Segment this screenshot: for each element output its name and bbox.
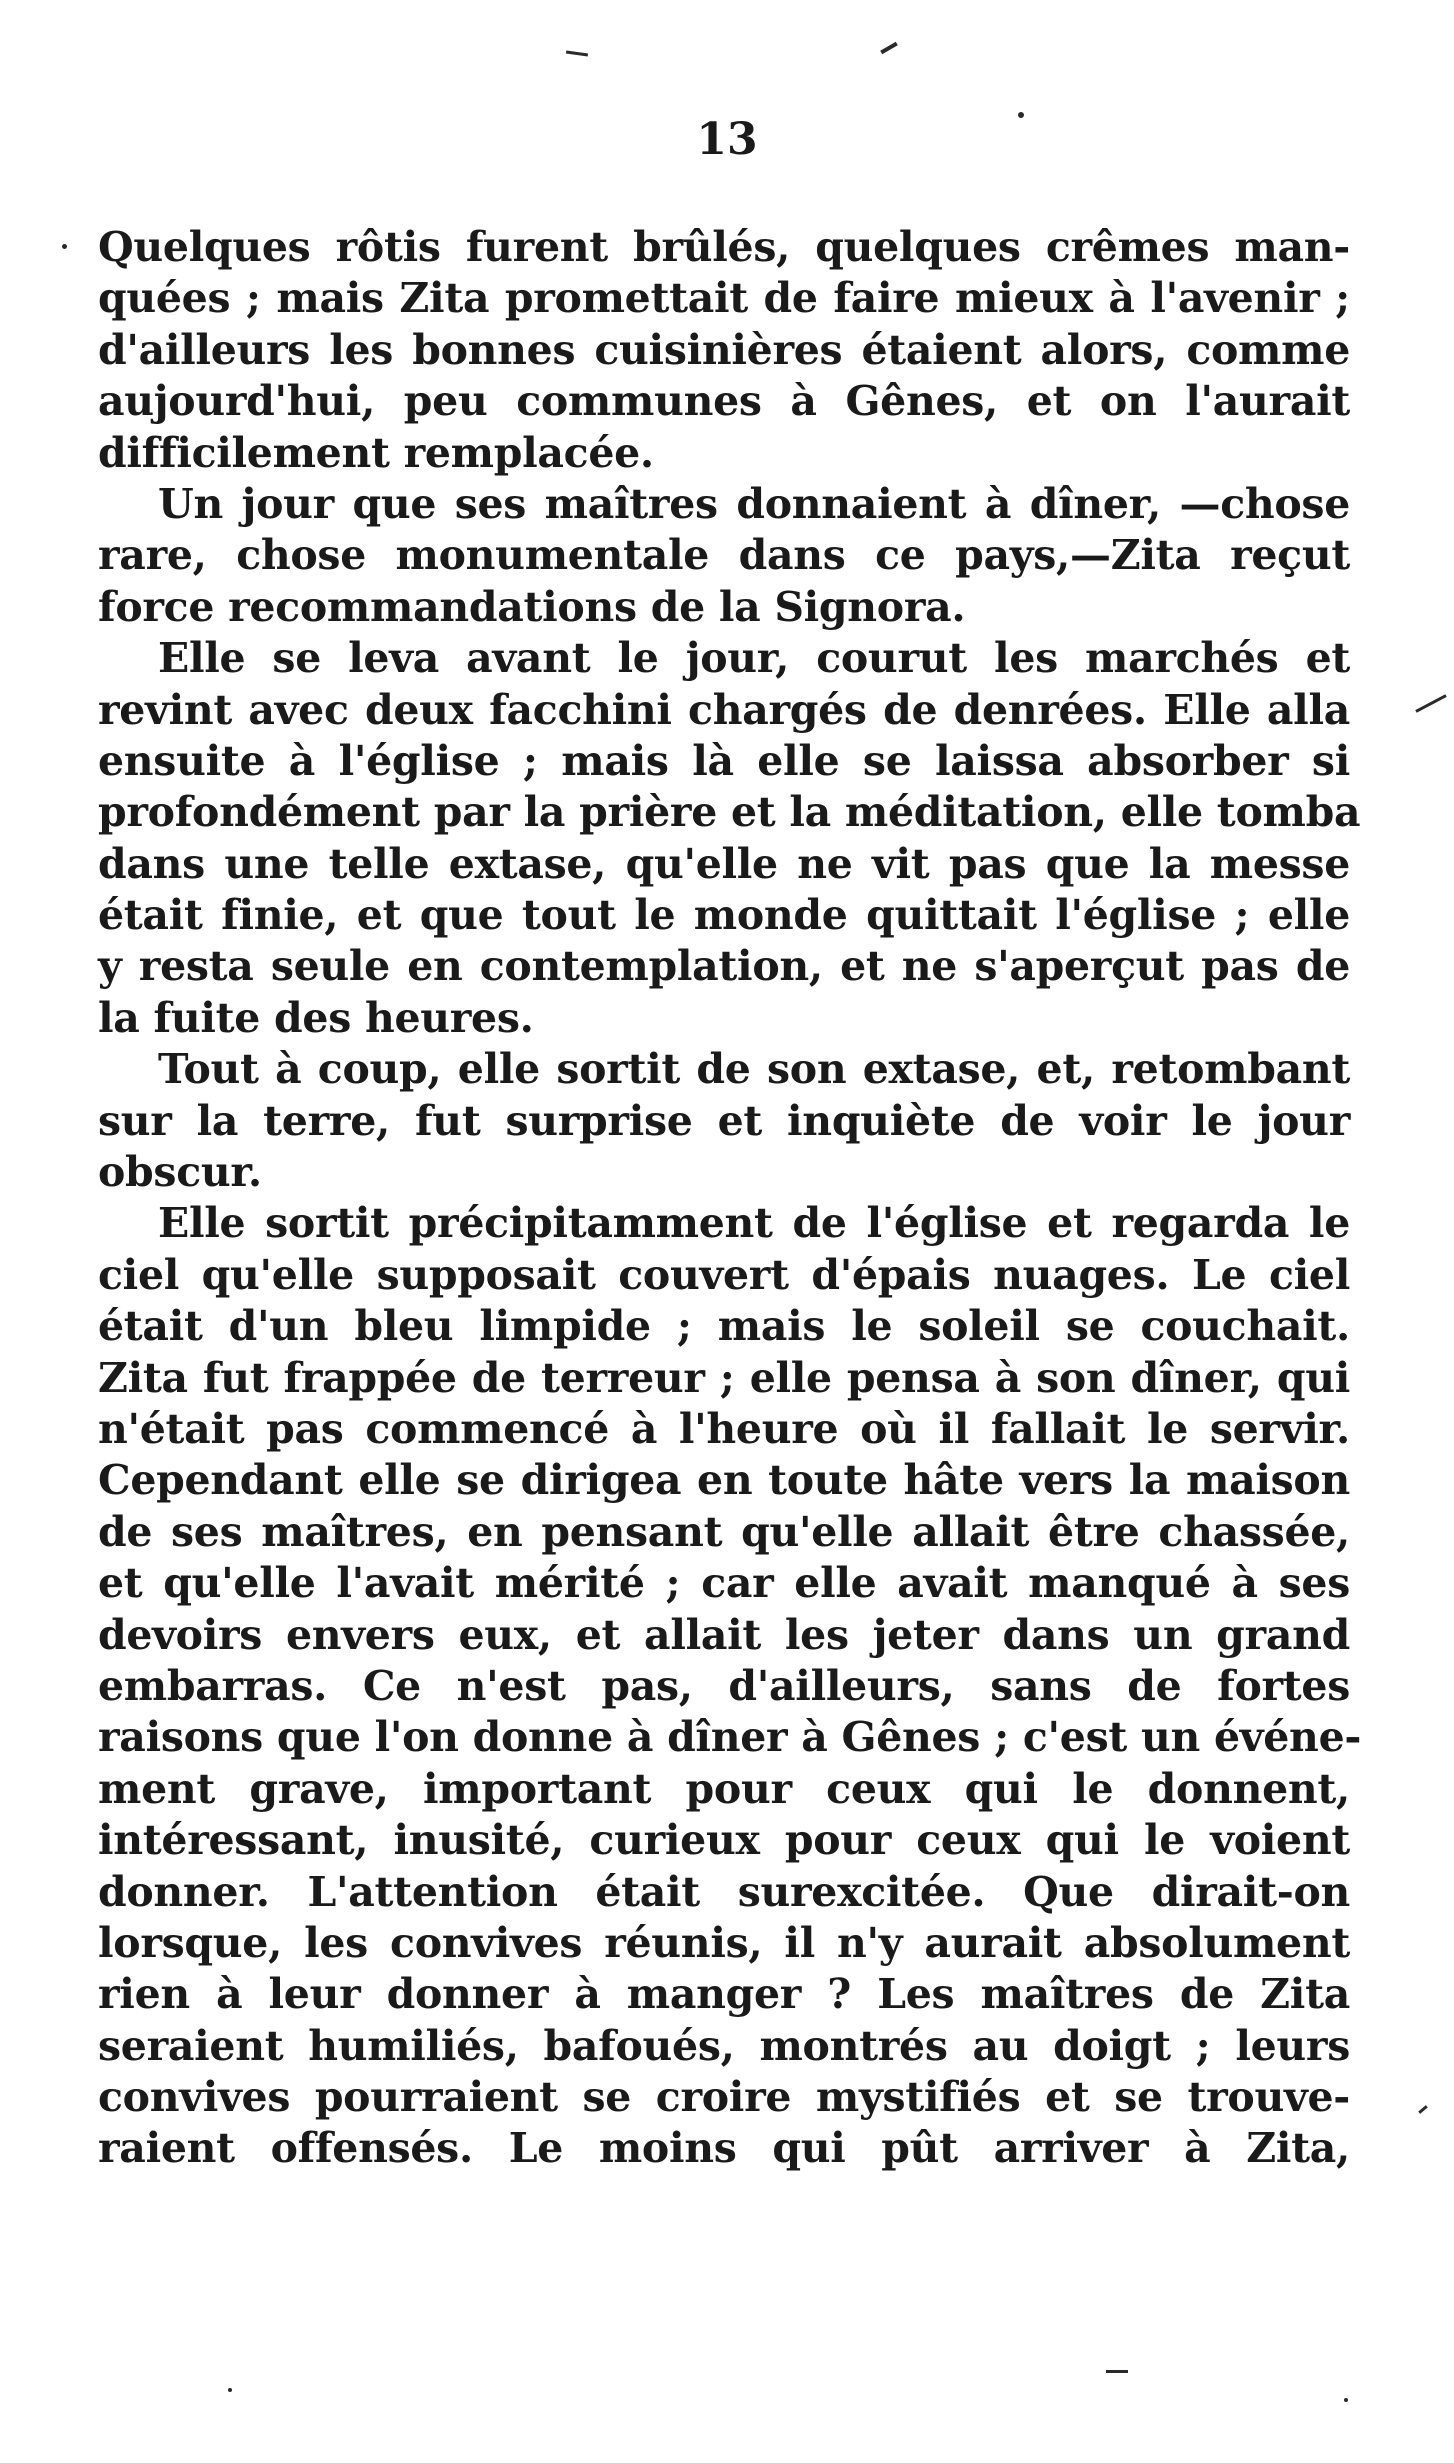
page-number: 13 — [696, 114, 758, 165]
text-line: intéressant, inusité, curieux pour ceux qui le voient — [98, 1816, 1350, 1865]
text-line: Zita fut frappée de terreur ; elle pensa à son dîner, qui — [98, 1353, 1350, 1402]
scan-speck-bottom-1 — [1106, 2370, 1128, 2373]
text-line: raient offensés. Le moins qui pût arriver à Zita, — [98, 2124, 1350, 2173]
text-line: rien à leur donner à manger ? Les maîtres de Zita — [98, 1970, 1350, 2019]
paragraph-5 — [98, 1198, 1362, 2174]
text-line: Cependant elle se dirigea en toute hâte vers la maison — [98, 1456, 1350, 1505]
text-line: profondément par la prière et la méditation, elle tomba — [98, 788, 1361, 837]
text-line: lorsque, les convives réunis, il n'y aurait absolument — [98, 1918, 1350, 1967]
text-line: rare, chose monumentale dans ce pays,—Zita reçut — [98, 531, 1350, 580]
text-line: Un jour que ses maîtres donnaient à dîner, —chose — [158, 479, 1350, 528]
text-line: embarras. Ce n'est pas, d'ailleurs, sans de fortes — [98, 1661, 1350, 1710]
scan-speck-left-1 — [62, 244, 67, 249]
scan-speck-top-1 — [566, 50, 588, 56]
text-line: raisons que l'on donne à dîner à Gênes ; c'est un événe- — [98, 1713, 1362, 1762]
scan-speck-top-3 — [1018, 112, 1024, 118]
text-line: ment grave, important pour ceux qui le donnent, — [98, 1764, 1350, 1813]
text-line: donner. L'attention était surexcitée. Que dirait-on — [98, 1867, 1350, 1916]
paragraph-4 — [98, 1044, 1350, 1198]
scan-speck-bottom-2 — [228, 2388, 232, 2392]
text-line: revint avec deux facchini chargés de denrées. Elle alla — [98, 685, 1350, 734]
text-line: n'était pas commencé à l'heure où il fallait le servir. — [98, 1404, 1350, 1453]
text-line: ciel qu'elle supposait couvert d'épais nuages. Le ciel — [98, 1250, 1350, 1299]
scan-speck-right-2 — [1418, 2105, 1428, 2114]
body-text — [98, 222, 1362, 2175]
text-line: aujourd'hui, peu communes à Gênes, et on l'aurait — [98, 377, 1350, 426]
text-line: la fuite des heures. — [98, 993, 534, 1042]
paragraph-2 — [98, 479, 1350, 633]
text-line: ensuite à l'église ; mais là elle se laissa absorber si — [98, 736, 1350, 785]
text-line: difficilement remplacée. — [98, 428, 654, 477]
text-line: force recommandations de la Signora. — [98, 582, 966, 631]
scan-speck-bottom-3 — [1344, 2398, 1348, 2402]
text-line: de ses maîtres, en pensant qu'elle allait être chassée, — [98, 1507, 1350, 1556]
text-line: Elle sortit précipitamment de l'église et regarda le — [158, 1199, 1350, 1248]
scan-speck-right-1 — [1415, 694, 1446, 713]
paragraph-3 — [98, 633, 1361, 1044]
scan-speck-top-2 — [880, 42, 898, 54]
text-line: quées ; mais Zita promettait de faire mieux à l'avenir ; — [98, 274, 1350, 323]
text-line: était finie, et que tout le monde quittait l'église ; elle — [98, 891, 1350, 940]
text-line: seraient humiliés, bafoués, montrés au doigt ; leurs — [98, 2021, 1350, 2070]
text-line: sur la terre, fut surprise et inquiète de voir le jour — [98, 1096, 1350, 1145]
text-line: y resta seule en contemplation, et ne s'aperçut pas de — [98, 942, 1350, 991]
text-line: convives pourraient se croire mystifiés et se trouve- — [98, 2073, 1350, 2122]
paragraph-1 — [98, 222, 1350, 479]
text-line: Elle se leva avant le jour, courut les marchés et — [158, 634, 1350, 683]
text-line: Quelques rôtis furent brûlés, quelques crêmes man- — [98, 223, 1350, 271]
text-line: devoirs envers eux, et allait les jeter dans un grand — [98, 1610, 1350, 1659]
text-line: était d'un bleu limpide ; mais le soleil se couchait. — [98, 1302, 1350, 1351]
text-line: obscur. — [98, 1148, 262, 1197]
text-line: Tout à coup, elle sortit de son extase, et, retombant — [158, 1045, 1350, 1094]
text-line: et qu'elle l'avait mérité ; car elle avait manqué à ses — [98, 1559, 1350, 1608]
text-line: d'ailleurs les bonnes cuisinières étaient alors, comme — [98, 325, 1350, 374]
text-line: dans une telle extase, qu'elle ne vit pas que la messe — [98, 839, 1350, 888]
